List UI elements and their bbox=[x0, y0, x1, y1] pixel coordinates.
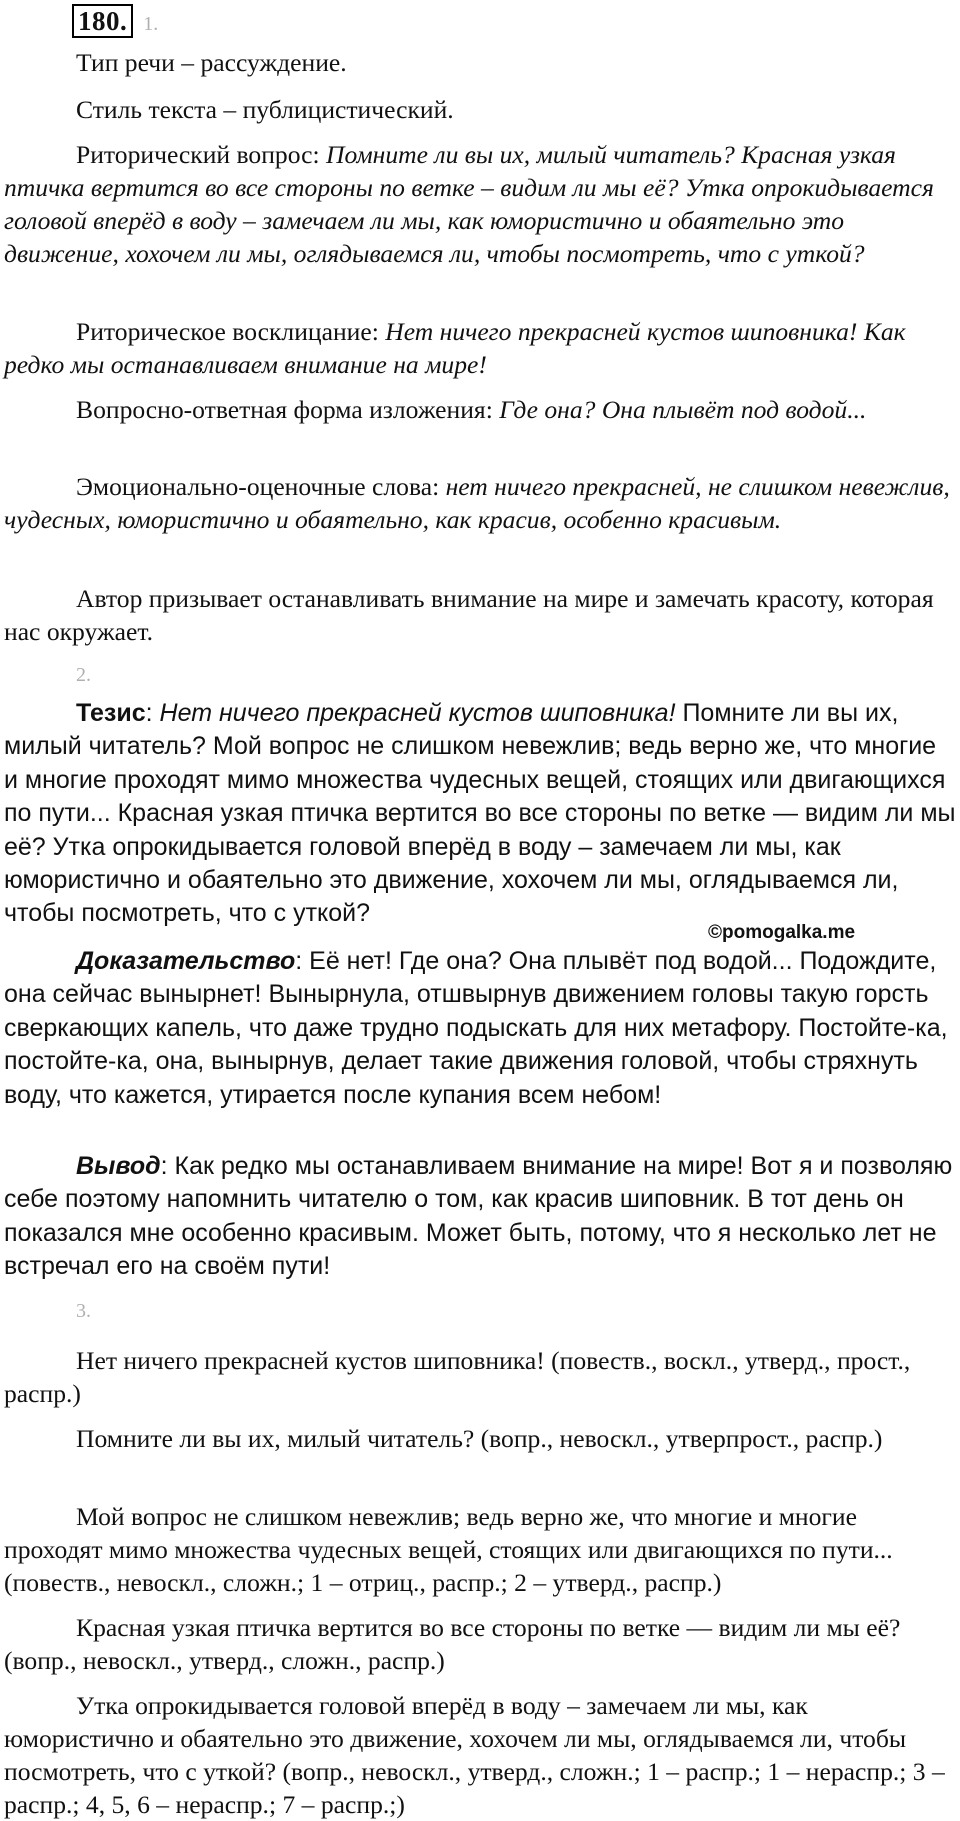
section-label-1: 1. bbox=[143, 12, 159, 35]
analysis-sentence: Нет ничего прекрасней кустов шиповника! (повеств., воскл., утверд., прост., распр.) bbox=[4, 1346, 911, 1408]
thesis-italic: Нет ничего прекрасней кустов шиповника! bbox=[159, 699, 676, 727]
conclusion-paragraph bbox=[4, 1150, 956, 1284]
analysis-sentence: Красная узкая птичка вертится во все стороны по ветке — видим ли мы её? (вопр., невоскл., утверд., сложн., распр.) bbox=[4, 1613, 901, 1675]
proof-paragraph bbox=[4, 945, 956, 1112]
rhetorical-question bbox=[4, 138, 956, 270]
emotional-words bbox=[4, 470, 956, 536]
thesis-label: Тезис bbox=[76, 699, 146, 727]
qa-label: Вопросно-ответная форма изложения: bbox=[76, 395, 500, 424]
author-call: Автор призывает останавливать внимание на мире и замечать красоту, которая нас окружает. bbox=[4, 584, 934, 646]
analysis-sentence: Помните ли вы их, милый читатель? (вопр., невоскл., утверпрост., распр.) bbox=[76, 1424, 883, 1453]
exercise-header bbox=[72, 4, 158, 38]
text-style: Стиль текста – публицистический. bbox=[76, 95, 454, 124]
proof-text: : Её нет! Где она? Она плывёт под водой... Подождите, она сейчас вынырнет! Вынырнула, отшвырнув движением головы такую горсть сверкающих капель, что даже трудно подыскать для них метафору. Постойте-ка, постойте-ка, она, вынырнув, делает такие движения головой, чтобы стряхнуть воду, что кажется, утирается после купания всем небом! bbox=[4, 947, 948, 1109]
proof-label: Доказательство bbox=[76, 947, 296, 975]
exclamation-text: Нет ничего прекрасней кустов шиповника! Как редко мы останавливаем внимание на мире! bbox=[4, 317, 906, 379]
watermark: ©pomogalka.me bbox=[708, 922, 856, 943]
conclusion-label: Вывод bbox=[76, 1152, 161, 1180]
thesis-colon: : bbox=[145, 699, 160, 727]
emotional-text: нет ничего прекрасней, не слишком невежлив, чудесных, юмористично и обаятельно, как красив, особенно красивым. bbox=[4, 472, 950, 534]
emotional-label: Эмоционально-оценочные слова: bbox=[76, 472, 446, 501]
thesis-paragraph bbox=[4, 697, 956, 931]
exclamation-label: Риторическое восклицание: bbox=[76, 317, 386, 346]
analysis-sentence: Утка опрокидывается головой вперёд в воду – замечаем ли мы, как юмористично и обаятельно это движение, хохочем ли мы, оглядываемся ли, чтобы посмотреть, что с уткой? (вопр., невоскл., утверд., сложн.; 1 – распр.; 1 – нераспр.; 3 – распр.; 4, 5, 6 – нераспр.; 7 – распр.;) bbox=[4, 1691, 945, 1819]
rhetorical-exclamation bbox=[4, 315, 956, 381]
rhetorical-question-text: Помните ли вы их, милый читатель? Красная узкая птичка вертится во все стороны по ветке – видим ли мы её? Утка опрокидывается головой вперёд в воду – замечаем ли мы, как юмористично и обаятельно это движение, хохочем ли мы, оглядываемся ли, чтобы посмотреть, что с уткой? bbox=[4, 140, 934, 268]
analysis-sentence: Мой вопрос не слишком невежлив; ведь верно же, что многие и многие проходят мимо множества чудесных вещей, стоящих или двигающихся по пути... (повеств., невоскл., сложн.; 1 – отриц., распр.; 2 – утверд., распр.) bbox=[4, 1502, 893, 1597]
qa-text: Где она? Она плывёт под водой... bbox=[499, 395, 867, 424]
exercise-number: 180. bbox=[72, 4, 133, 38]
thesis-rest: Помните ли вы их, милый читатель? Мой вопрос не слишком невежлив; ведь верно же, что многие и многие проходят мимо множества чудесных вещей, стоящих или двигающихся по пути... Красная узкая птичка вертится во все стороны по ветке — видим ли мы её? Утка опрокидывается головой вперёд в воду – замечаем ли мы, как юмористично и обаятельно это движение, хохочем ли мы, оглядываемся ли, чтобы посмотреть, что с уткой? bbox=[4, 699, 956, 928]
qa-form bbox=[4, 393, 956, 426]
conclusion-text: : Как редко мы останавливаем внимание на мире! Вот я и позволяю себе поэтому напомнить читателю о том, как красив шиповник. В тот день он показался мне особенно красивым. Может быть, потому, что я несколько лет не встречал его на своём пути! bbox=[4, 1152, 953, 1281]
section-label-3: 3. bbox=[76, 1300, 91, 1322]
speech-type: Тип речи – рассуждение. bbox=[76, 48, 347, 77]
rhetorical-question-label: Риторический вопрос: bbox=[76, 140, 327, 169]
section-label-2: 2. bbox=[76, 664, 91, 686]
